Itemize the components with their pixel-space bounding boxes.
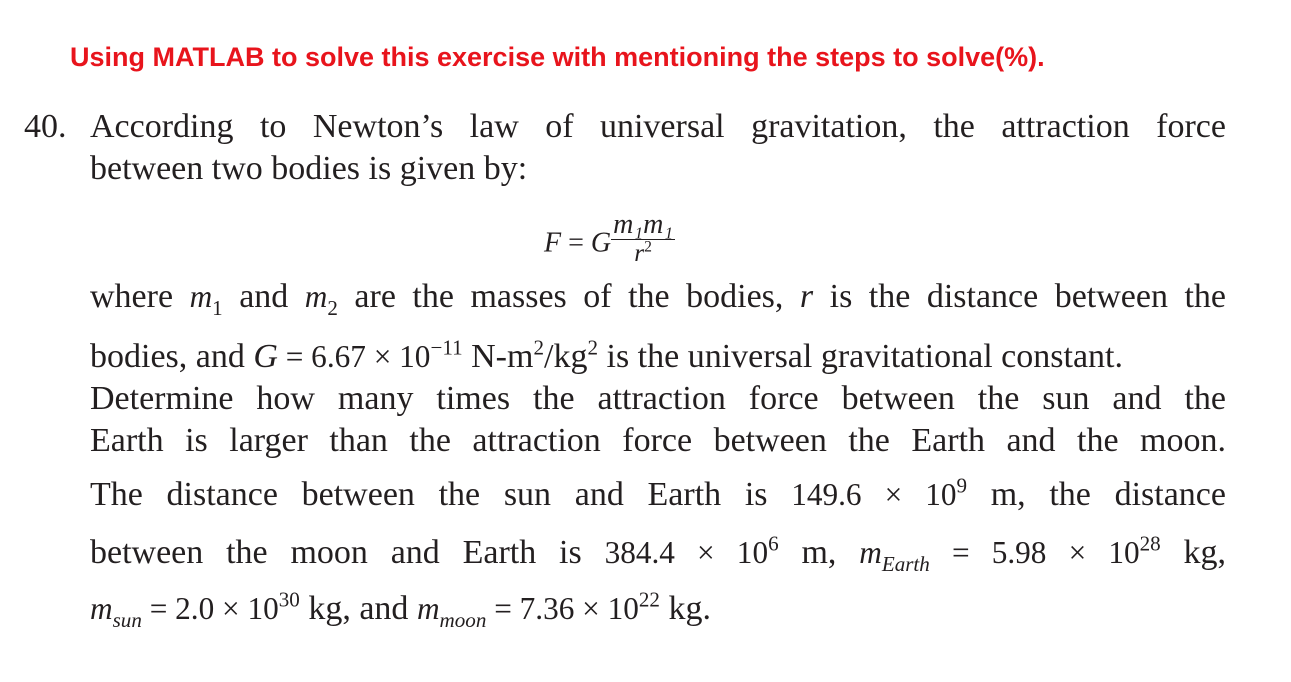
- problem-number: 40.: [24, 108, 67, 145]
- intro-line-1: According to Newton’s law of universal gravitation, the attraction force: [90, 108, 1226, 145]
- formula-fraction: [611, 210, 675, 268]
- masses-line: $m_{sun} = 2.0 \times 10^{30}$ kg, and $m_{moon} = 7.36 \times 10^{22}$ kg.: [90, 587, 711, 632]
- instruction-heading: Using MATLAB to solve this exercise with mentioning the steps to solve(%).: [70, 42, 1045, 72]
- distance-line-1: The distance between the sun and Earth is $149.6 \times 10^9$ m, the distance: [90, 473, 1226, 513]
- distance-line-2: between the moon and Earth is $384.4 \times 10^6$ m, $m_{Earth} = 5.98 \times 10^{28}$ kg,: [90, 531, 1227, 576]
- formula-numerator: m₁m₁: [613, 209, 674, 240]
- where-line: where $m_1$ and $m_2$ are the masses of the bodies, r is the distance between the: [90, 278, 1227, 320]
- gravitation-formula: [544, 209, 675, 274]
- formula-denominator: $r^2$: [634, 239, 652, 268]
- formula-equals: =: [561, 227, 591, 259]
- intro-line-2: between two bodies is given by:: [90, 150, 528, 187]
- formula-G: G: [590, 227, 612, 259]
- formula-lhs: F: [544, 227, 562, 259]
- bodies-line: bodies, and $G = 6.67 \times 10^{-11}$ $N-m^2/kg^2$ is the universal gravitational constant.: [90, 335, 1123, 375]
- determine-line-2: Earth is larger than the attraction force between the Earth and the moon.: [90, 422, 1226, 459]
- determine-line-1: Determine how many times the attraction force between the sun and the: [90, 380, 1226, 417]
